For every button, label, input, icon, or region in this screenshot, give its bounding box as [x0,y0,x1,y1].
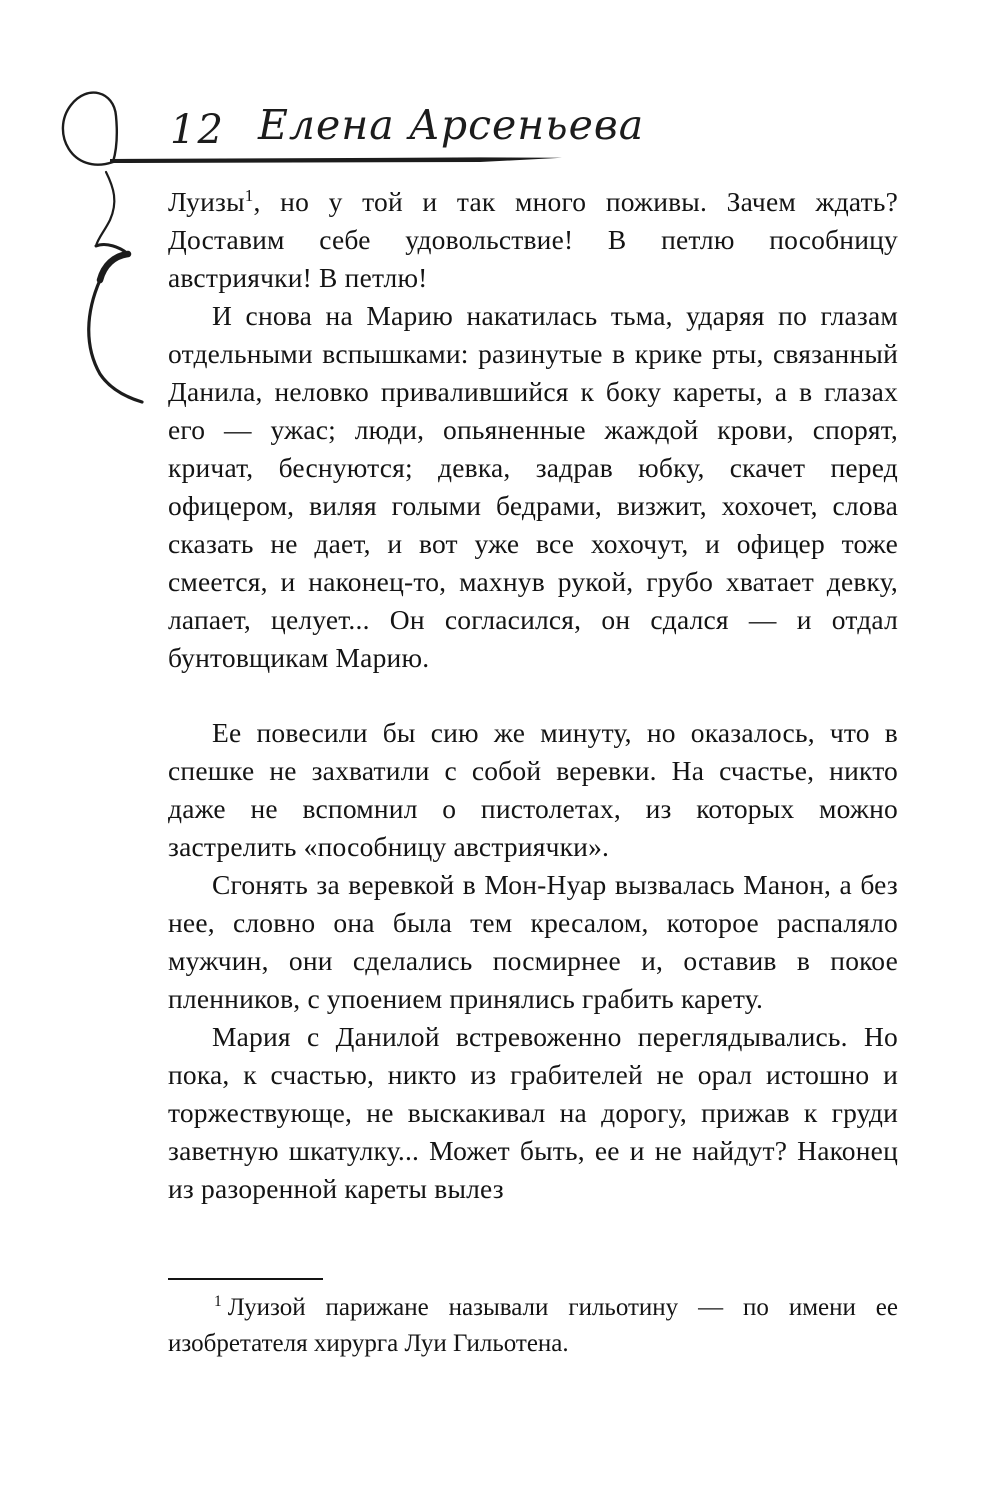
flourish-descender [96,172,114,246]
paragraph-opening-post: , но у той и так много поживы. Зачем ждать? Доставим себе удовольствие! В петлю пособницу австриячки! В петлю! [168,186,898,293]
flourish-loop [63,93,117,165]
flourish-cusp-lower [100,254,128,280]
body-text-column [168,183,898,1208]
paragraph: Мария с Данилой встревоженно переглядывались. Но пока, к счастью, никто из грабителей не орал истошно и торжествующе, не выскакивал на дорогу, прижав к груди заветную шкатулку... Может быть, ее и не найдут? Наконец из разоренной кареты вылез [168,1021,898,1204]
paragraph-opening-pre: Луизы [168,186,245,217]
footnote-text [168,1290,898,1362]
paragraph: И снова на Марию накатилась тьма, ударяя по глазам отдельными вспышками: разинутые в крике рты, связанный Данила, неловко привалившийся к боку кареты, а в глазах его — ужас; люди, опьяненные жаждой крови, спорят, кричат, беснуются; девка, задрав юбку, скачет перед офицером, виляя голыми бедрами, визжит, хохочет, слова сказать не дает, и вот уже все хохочут, и офицер тоже смеется, и наконец-то, махнув рукой, грубо хватает девку, лапает, целует... Он согласился, он сдался — и отдал бунтовщикам Марию. [168,300,898,673]
section-break [168,677,898,714]
flourish-tail [89,280,142,402]
footnote-block [168,1278,898,1362]
paragraph: Сгонять за веревкой в Мон-Нуар вызвалась Манон, а без нее, словно она была тем кресалом, которое распаляло мужчин, они сделались посмирнее и, оставив в покое пленников, с упоением принялись грабить карету. [168,869,898,1014]
paragraph: Ее повесили бы сию же минуту, но оказалось, что в спешке не захватили с собой веревки. На счастье, никто даже не вспомнил о пистолетах, из которых можно застрелить «пособницу австриячки». [168,717,898,862]
page-number: 12 [170,107,225,153]
footnote-body: Луизой парижане называли гильотину — по имени ее изобретателя хирурга Луи Гильотена. [168,1294,898,1357]
header-rule [110,157,562,163]
running-head-author: Елена Арсеньева [258,101,645,149]
footnote-marker: 1 [214,1292,222,1310]
footnote-reference-marker: 1 [244,185,254,205]
footnote-rule [168,1278,323,1280]
paragraph-opening [168,183,898,297]
